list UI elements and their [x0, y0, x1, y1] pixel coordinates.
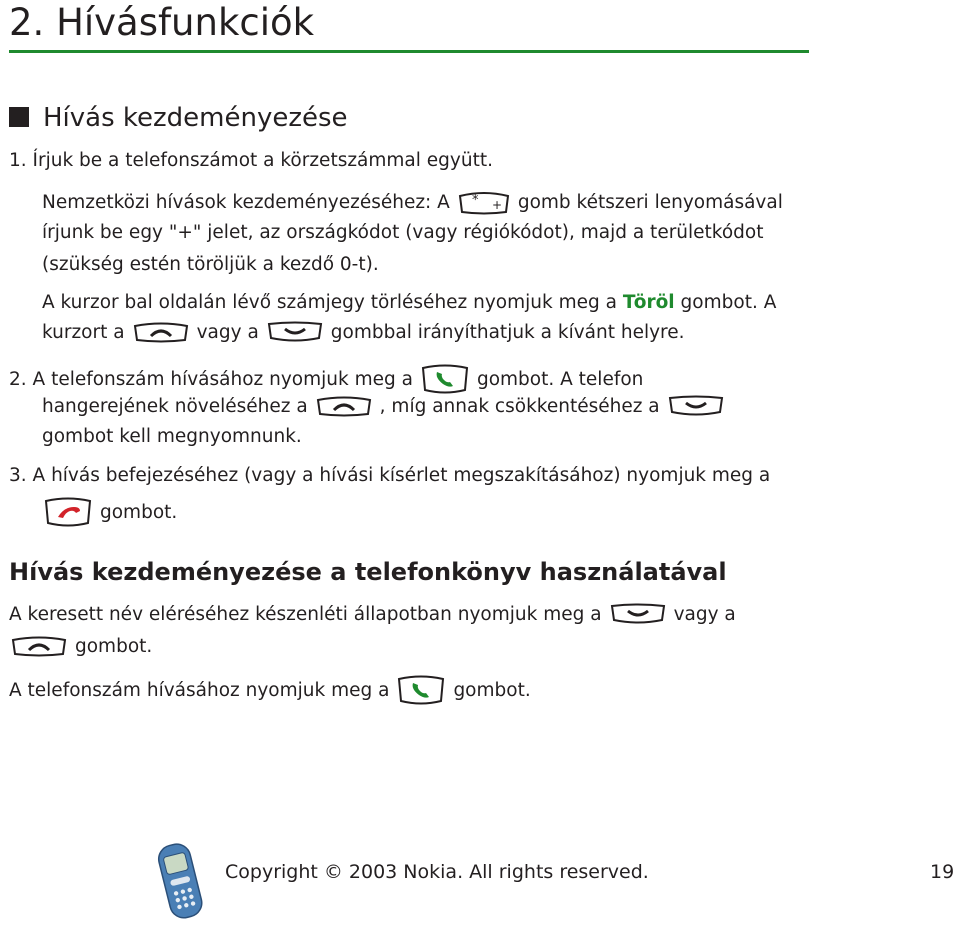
text: A keresett név eléréséhez készenléti állapotban nyomjuk meg a	[9, 604, 602, 625]
text: Nemzetközi hívások kezdeményezéséhez: A	[42, 192, 450, 213]
text: (szükség estén töröljük a kezdő 0-t).	[42, 254, 379, 275]
text: gombot.	[453, 680, 531, 701]
bullet-square-icon	[9, 107, 29, 127]
text: vagy a	[196, 322, 259, 343]
text: , míg annak csökkentéséhez a	[379, 396, 660, 417]
phonebook-line-3	[9, 673, 531, 707]
step-3-line-2	[36, 495, 177, 529]
svg-text:*: *	[471, 193, 479, 208]
scroll-down-key-icon	[608, 602, 668, 626]
scroll-down-key-icon	[265, 320, 325, 344]
text: A kurzor bal oldalán lévő számjegy törléséhez nyomjuk meg a	[42, 292, 617, 313]
chapter-divider	[9, 50, 809, 53]
scroll-up-key-icon	[131, 320, 191, 344]
step-1-cursor-line	[42, 320, 685, 346]
text: gombbal irányíthatjuk a kívánt helyre.	[330, 322, 685, 343]
section-title	[9, 101, 348, 135]
text: kurzort a	[42, 322, 125, 343]
phonebook-line-2	[9, 634, 152, 660]
step-2-volume-line	[42, 394, 732, 420]
end-call-key-icon	[42, 495, 94, 529]
step-1-text: 1. Írjuk be a telefonszámot a körzetszámmal együtt.	[9, 150, 493, 171]
copyright-text: Copyright © 2003 Nokia. All rights reserved.	[225, 861, 649, 883]
text: gombot. A	[680, 292, 777, 313]
text: gombot.	[100, 502, 178, 523]
scroll-up-key-icon	[9, 634, 69, 658]
step-3-line	[9, 463, 770, 489]
text: hangerejének növeléséhez a	[42, 396, 308, 417]
text: gomb kétszeri lenyomásával	[517, 192, 783, 213]
section-title-text: Hívás kezdeményezése	[43, 103, 348, 133]
text: gombot kell megnyomnunk.	[42, 426, 302, 447]
chapter-title: 2. Hívásfunkciók	[9, 1, 315, 44]
text: írjunk be egy "+" jelet, az országkódot (vagy régiókódot), majd a területkódot	[42, 222, 764, 243]
text: gombot. A telefon	[476, 369, 644, 390]
step-2-line	[9, 362, 643, 396]
step-1-intl-line	[42, 188, 783, 216]
torol-softkey-label: Töröl	[622, 292, 675, 313]
text: gombot.	[75, 636, 153, 657]
svg-text:+: +	[491, 198, 502, 212]
text: vagy a	[673, 604, 736, 625]
call-key-icon	[395, 673, 447, 707]
page-number: 19	[930, 861, 955, 883]
step-1-intl-line-3	[42, 252, 379, 278]
text: 2. A telefonszám hívásához nyomjuk meg a	[9, 369, 413, 390]
star-plus-key-icon	[456, 188, 512, 216]
text: 3. A hívás befejezéséhez (vagy a hívási kísérlet megszakításához) nyomjuk meg a	[9, 465, 771, 486]
step-1-delete-line	[42, 290, 776, 316]
call-key-icon	[419, 362, 471, 396]
scroll-down-key-icon	[666, 394, 726, 418]
text: A telefonszám hívásához nyomjuk meg a	[9, 680, 390, 701]
step-1-intl-line-2	[42, 220, 764, 246]
step-1-line	[9, 148, 493, 174]
nokia-phone-icon	[150, 840, 210, 920]
step-2-line-3	[42, 424, 302, 450]
phonebook-line-1	[9, 602, 736, 628]
phonebook-title: Hívás kezdeményezése a telefonkönyv használatával	[9, 558, 727, 586]
scroll-up-key-icon	[314, 394, 374, 418]
